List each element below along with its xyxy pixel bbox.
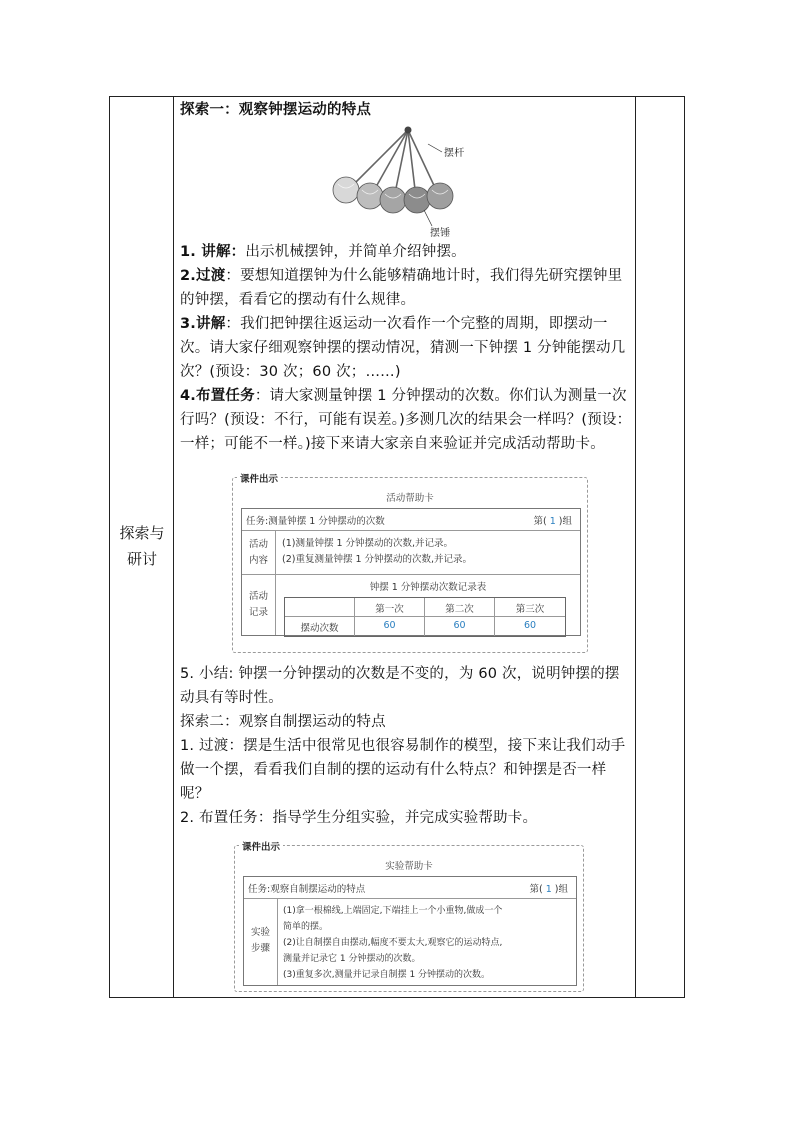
card1-task-row <box>242 509 580 531</box>
card1-content-label: 活动 内容 <box>242 531 276 575</box>
card1-record-label: 活动 记录 <box>242 575 276 635</box>
activity-help-card <box>232 474 588 653</box>
step-2-line2: 测量并记录它 1 分钟摆动的次数。 <box>283 954 421 964</box>
record-table <box>284 597 566 637</box>
content-cell <box>180 98 632 456</box>
value-cell-3: 60 <box>523 620 537 631</box>
section1-heading: 探索一：观察钟摆运动的特点 <box>180 102 372 118</box>
value-cell-2: 60 <box>425 617 495 636</box>
row-label: 摆动次数 <box>285 617 355 636</box>
step-3: (3)重复多次,测量并记录自制摆 1 分钟摆动的次数。 <box>283 970 491 980</box>
card1-group: 第( 1 )组 <box>533 516 572 527</box>
section-label-line1: 探索与 <box>119 524 165 542</box>
card1-content-line2: (2)重复测量钟摆 1 分钟摆动的次数,并记录。 <box>282 554 473 565</box>
card2-task-label: 任务:观察自制摆运动的特点 <box>248 884 366 895</box>
step-1-line2: 简单的摆。 <box>283 922 329 932</box>
section-label-line2: 研讨 <box>126 550 157 568</box>
col-header-3: 第三次 <box>495 598 565 617</box>
column-divider-right <box>635 96 636 998</box>
card2-title: 实验帮助卡 <box>385 861 433 872</box>
card1-record-area <box>276 575 580 635</box>
figure-label-rod: 摆杆 <box>444 148 465 159</box>
card2-task-row <box>244 877 576 899</box>
content-cell-lower <box>180 662 632 830</box>
card1-task-label: 任务:测量钟摆 1 分钟摆动的次数 <box>246 516 385 527</box>
card2-steps-label: 实验 步骤 <box>244 899 278 985</box>
value-cell-1: 60 <box>355 617 425 636</box>
paragraph-3: 3.讲解：我们把钟摆往返运动一次看作一个完整的周期，即摆动一次。请大家仔细观察钟摆的摆动情况，猜测一下钟摆 1 分钟能摆动几次？(预设：30 次；60 次；……) <box>180 316 626 380</box>
paragraph-6: 1. 过渡：摆是生活中很常见也很容易制作的模型，接下来让我们动手做一个摆，看看我们自制的摆的运动有什么特点？和钟摆是否一样呢？ <box>180 738 626 802</box>
card1-content <box>276 531 580 575</box>
card2-grid <box>243 876 577 986</box>
record-table-title: 钟摆 1 分钟摆动次数记录表 <box>369 582 487 593</box>
card2-group: 第( 1 )组 <box>529 884 568 895</box>
card1-title: 活动帮助卡 <box>386 493 434 504</box>
card2-tag: 课件出示 <box>239 839 283 853</box>
paragraph-1: 1. 讲解：出示机械摆钟，并简单介绍钟摆。 <box>180 244 466 260</box>
col-header-2: 第二次 <box>425 598 495 617</box>
paragraph-2: 2.过渡：要想知道摆钟为什么能够精确地计时，我们得先研究摆钟里的钟摆，看看它的摆动有什么规律。 <box>180 268 623 308</box>
card1-grid <box>241 508 581 636</box>
card2-steps <box>278 899 576 985</box>
pendulum-figure <box>180 122 632 240</box>
step-2-line1: (2)让自制摆自由摆动,幅度不要太大,观察它的运动特点, <box>283 938 503 948</box>
experiment-help-card <box>234 842 584 992</box>
paragraph-7: 2. 布置任务：指导学生分组实验，并完成实验帮助卡。 <box>180 810 538 826</box>
card1-tag: 课件出示 <box>237 471 281 485</box>
pendulum-illustration <box>180 122 632 240</box>
section2-heading: 探索二：观察自制摆运动的特点 <box>180 714 386 730</box>
card1-content-line1: (1)测量钟摆 1 分钟摆动的次数,并记录。 <box>282 538 454 549</box>
section-label <box>110 520 174 572</box>
step-1-line1: (1)拿一根棉线,上端固定,下端挂上一个小重物,做成一个 <box>283 906 503 916</box>
paragraph-4: 4.布置任务：请大家测量钟摆 1 分钟摆动的次数。你们认为测量一次行吗？(预设：不行，可能有误差。)多测几次的结果会一样吗？(预设：一样；可能不一样。)接下来请大家亲自来验证并完成活动帮助卡。 <box>180 388 632 452</box>
paragraph-5: 5. 小结: 钟摆一分钟摆动的次数是不变的，为 60 次，说明钟摆的摆动具有等时性。 <box>180 666 620 706</box>
col-header-1: 第一次 <box>355 598 425 617</box>
figure-label-bob: 摆锤 <box>430 228 451 239</box>
